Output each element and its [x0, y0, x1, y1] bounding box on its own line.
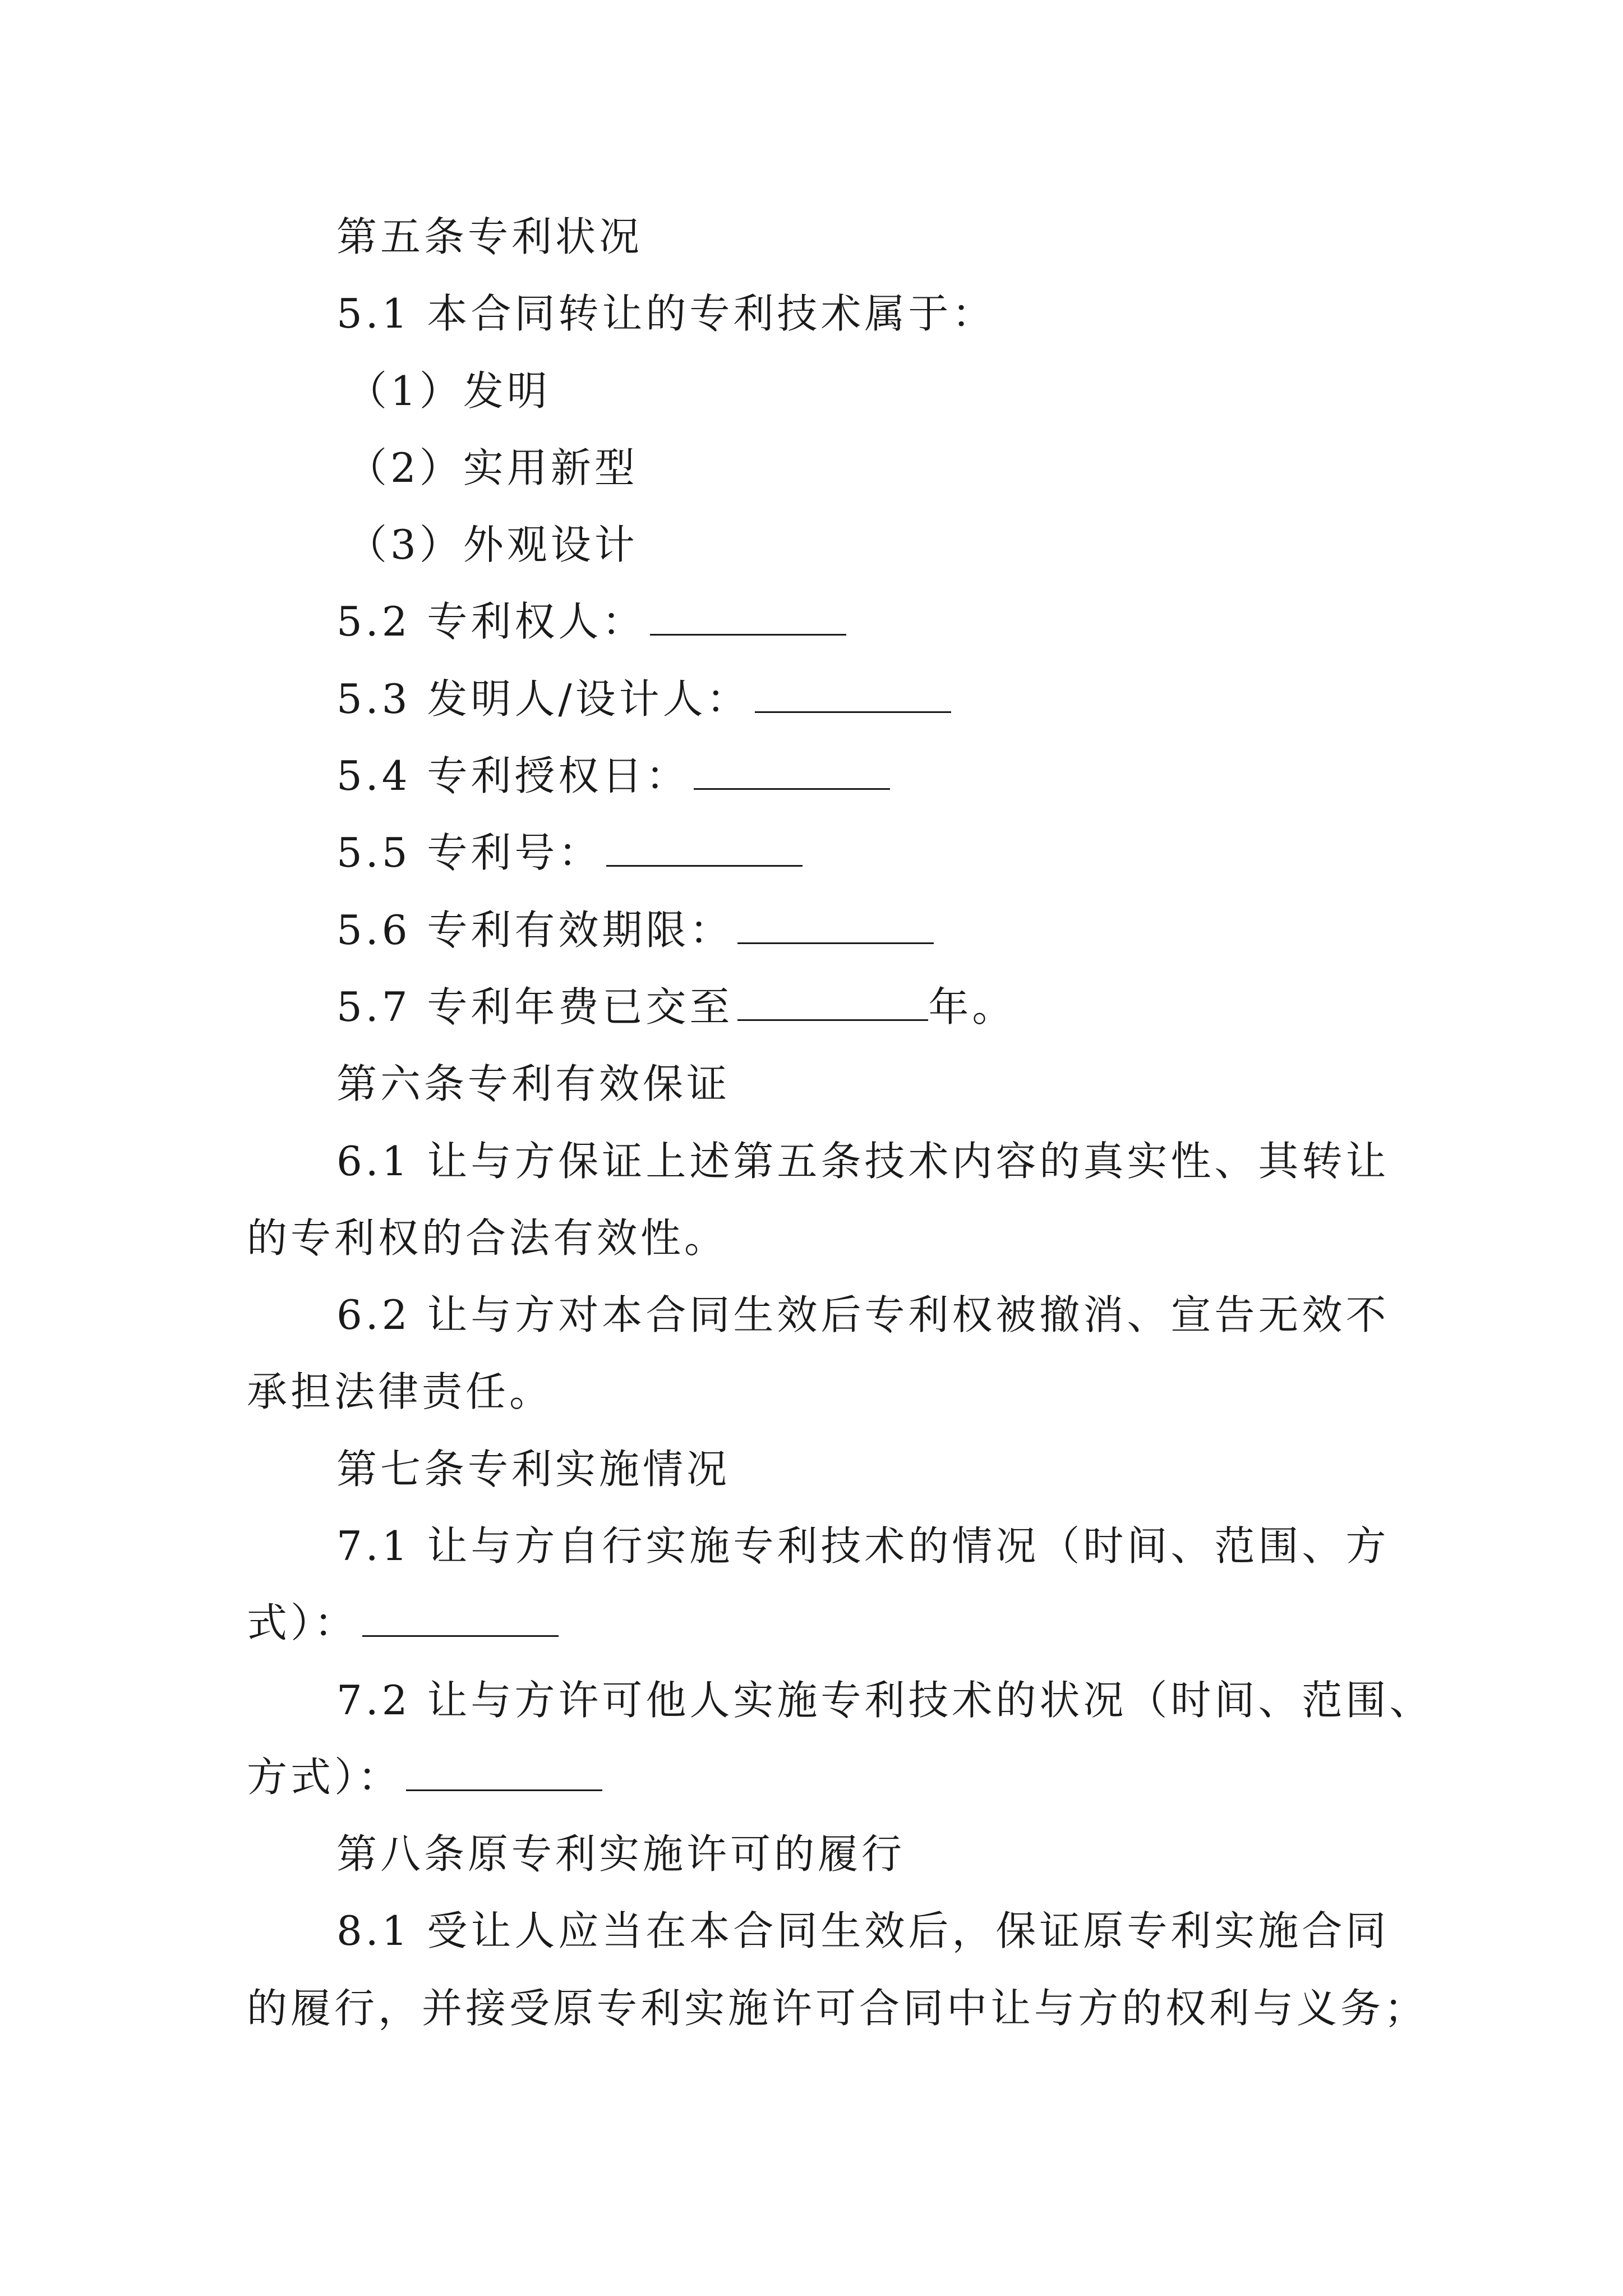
- article-7-heading: 第七条专利实施情况: [336, 1446, 731, 1493]
- clause-6-1: 6.1 让与方保证上述第五条技术内容的真实性、其转让: [336, 1138, 1390, 1185]
- clause-6-1-continued: 的专利权的合法有效性。: [247, 1214, 728, 1262]
- fill-blank-licensed-implementation: [406, 1750, 602, 1791]
- clause-5-4: 5.4 专利授权日：: [336, 749, 1481, 803]
- fill-blank-inventor: [755, 672, 951, 713]
- article-5-heading: 第五条专利状况: [336, 213, 643, 260]
- clause-6-2: 6.2 让与方对本合同生效后专利权被撤消、宣告无效不: [336, 1291, 1390, 1338]
- clause-7-1-continued: 式）：: [247, 1596, 1391, 1650]
- clause-5-5: 5.5 专利号：: [336, 826, 1481, 880]
- option-invention: （1）发明: [347, 367, 551, 415]
- clause-7-1: 7.1 让与方自行实施专利技术的情况（时间、范围、方: [336, 1522, 1390, 1570]
- clause-5-6: 5.6 专利有效期限：: [336, 903, 1481, 957]
- clause-8-1: 8.1 受让人应当在本合同生效后，保证原专利实施合同: [336, 1907, 1390, 1954]
- clause-7-2: 7.2 让与方许可他人实施专利技术的状况（时间、范围、: [336, 1677, 1433, 1724]
- clause-6-2-continued: 承担法律责任。: [247, 1368, 554, 1415]
- fill-blank-annual-fee-year: [737, 980, 928, 1021]
- article-8-heading: 第八条原专利实施许可的履行: [336, 1830, 906, 1878]
- fill-blank-patent-number: [606, 826, 803, 867]
- fill-blank-validity-period: [737, 903, 934, 944]
- article-6-heading: 第六条专利有效保证: [336, 1060, 731, 1107]
- option-design: （3）外观设计: [347, 521, 638, 568]
- clause-8-1-continued: 的履行，并接受原专利实施许可合同中让与方的权利与义务；: [247, 1985, 1428, 2032]
- fill-blank-grant-date: [694, 749, 890, 790]
- clause-5-2: 5.2 专利权人：: [336, 595, 1481, 648]
- clause-5-7: 5.7 专利年费已交至 年。: [336, 980, 1481, 1034]
- clause-7-2-continued: 方式）：: [247, 1750, 1391, 1804]
- fill-blank-patentee: [650, 595, 846, 636]
- clause-5-1: 5.1 本合同转让的专利技术属于：: [336, 290, 996, 337]
- clause-5-3: 5.3 发明人/设计人：: [336, 672, 1481, 726]
- option-utility-model: （2）实用新型: [347, 444, 638, 491]
- fill-blank-self-implementation: [362, 1596, 559, 1637]
